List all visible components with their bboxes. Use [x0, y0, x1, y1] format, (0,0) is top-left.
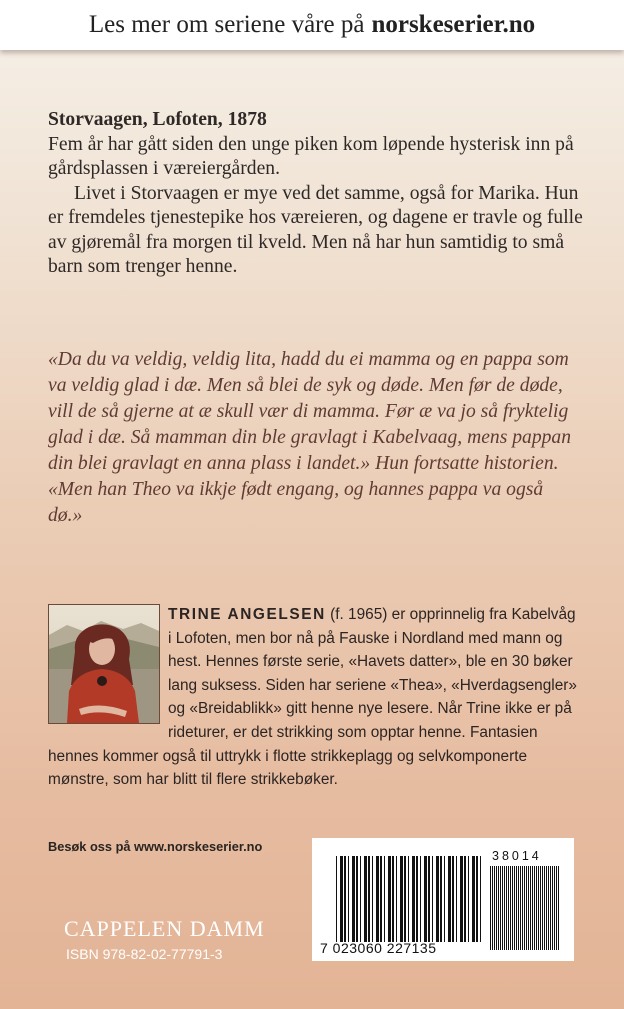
barcode-bar — [464, 856, 466, 942]
barcode-bar — [396, 856, 397, 942]
barcode-bar — [502, 866, 503, 950]
barcode-bar — [500, 866, 501, 950]
barcode-bar — [550, 866, 551, 950]
barcode-bar — [372, 856, 373, 942]
barcode-bar — [508, 866, 509, 950]
barcode-bar — [534, 866, 535, 950]
barcode-bar — [514, 866, 515, 950]
barcode-bar — [364, 856, 367, 942]
barcode-bar — [368, 856, 370, 942]
barcode-bar — [498, 866, 499, 950]
barcode-bar — [506, 866, 507, 950]
barcode-bar — [460, 856, 463, 942]
barcode-bar — [496, 866, 497, 950]
barcode-bar — [468, 856, 469, 942]
barcode-bar — [352, 856, 355, 942]
barcode-bar — [538, 866, 539, 950]
barcode-bar — [520, 866, 521, 950]
barcode-bar — [348, 856, 349, 942]
barcode-bar — [536, 866, 537, 950]
barcode-bar — [556, 866, 557, 950]
barcode-bar — [444, 856, 445, 942]
barcode-bar — [420, 856, 421, 942]
barcode-bar — [428, 856, 430, 942]
blurb — [48, 108, 588, 280]
barcode-bar — [380, 856, 382, 942]
barcode-bar — [340, 856, 343, 942]
barcode-bar — [344, 856, 346, 942]
barcode-bar — [436, 856, 439, 942]
barcode-bar — [476, 856, 478, 942]
barcode-bar — [548, 866, 549, 950]
author-bio-text: (f. 1965) er opprinnelig fra Kabelvåg i Lofoten, men bor nå på Fauske i Nordland med mann og hest. Hennes første serie, «Havets datter», ble en 30 bøker lang suksess. Siden har seriene «Thea», «Hverdagsengler» og «Breidablikk» gitt henne nye lesere. Når Trine ikke er på rideturer, er det strikking som opptar henne. Fantasien hennes kommer også til uttrykk i flotte strikkeplagg og selvkomponerte mønstre, som har blitt til flere strikkebøker. — [48, 606, 577, 789]
author-bio — [48, 603, 578, 792]
barcode-bar — [528, 866, 529, 950]
barcode-bar — [404, 856, 406, 942]
barcode-bar — [448, 856, 451, 942]
visit-website-text[interactable]: Besøk oss på www.norskeserier.no — [48, 839, 263, 854]
barcode-bar — [392, 856, 394, 942]
blurb-place: Storvaagen, Lofoten, 1878 — [48, 109, 267, 130]
barcode-bar — [512, 866, 513, 950]
barcode — [312, 838, 574, 961]
barcode-bar — [522, 866, 523, 950]
barcode-bar — [416, 856, 418, 942]
barcode-bar — [440, 856, 442, 942]
barcode-bar — [532, 866, 533, 950]
barcode-bar — [518, 866, 519, 950]
barcode-bar — [384, 856, 385, 942]
barcode-bar — [544, 866, 545, 950]
banner-site-link[interactable]: norskeserier.no — [371, 11, 536, 38]
barcode-bar — [492, 866, 493, 950]
barcode-bar — [480, 856, 481, 942]
isbn-number: ISBN 978-82-02-77791-3 — [66, 946, 223, 962]
barcode-bar — [510, 866, 511, 950]
author-name: TRINE ANGELSEN — [168, 606, 326, 623]
barcode-bar — [530, 866, 531, 950]
excerpt-quote: «Da du va veldig, veldig lita, hadd du ei mamma og en pappa som va veldig glad i dæ. Men så blei de syk og døde. Men før de døde, vill de så gjerne at æ skull vær di mamma. Før æ va jo så fryktelig glad i dæ. Så mamman din ble gravlagt i Kabelvaag, mens pappan din blei gravlagt en anna plass i landet.» Hun fortsatte historien. «Men han Theo va ikkje født engang, og hannes pappa va også dø.» — [48, 349, 572, 526]
barcode-bar — [494, 866, 495, 950]
banner-text: Les mer om seriene våre på — [88, 11, 365, 38]
blurb-paragraph-2: Livet i Storvaagen er mye ved det samme, også for Marika. Hun er fremdeles tjenestepike hos væreieren, og dagene er travle og fulle av gjøremål fra morgen til kveld. Men nå har hun samtidig to små barn som trenger henne. — [48, 182, 583, 277]
barcode-bar — [542, 866, 543, 950]
barcode-bar — [552, 866, 553, 950]
barcode-bar — [376, 856, 379, 942]
barcode-bar — [336, 856, 337, 942]
blurb-paragraph-1: Fem år har gått siden den unge piken kom løpende hysterisk inn på gårdsplassen i væreiergården. — [48, 133, 574, 179]
publisher-logo: CAPPELEN DAMM — [64, 916, 265, 941]
barcode-bar — [490, 866, 491, 950]
barcode-bar — [554, 866, 555, 950]
barcode-ean-digits: 7 023060 227135 — [320, 940, 437, 956]
barcode-bar — [360, 856, 361, 942]
barcode-bar — [516, 866, 517, 950]
barcode-bar — [388, 856, 391, 942]
barcode-addon-digits: 38014 — [492, 849, 542, 863]
barcode-bar — [408, 856, 409, 942]
top-banner — [0, 0, 624, 50]
barcode-bar — [400, 856, 403, 942]
barcode-bar — [452, 856, 454, 942]
barcode-bar — [356, 856, 358, 942]
barcode-bar — [526, 866, 527, 950]
barcode-bar — [524, 866, 525, 950]
barcode-bar — [456, 856, 457, 942]
photo-space — [48, 603, 168, 743]
barcode-bar — [504, 866, 505, 950]
barcode-bar — [412, 856, 415, 942]
barcode-bar — [424, 856, 427, 942]
barcode-bar — [472, 856, 475, 942]
barcode-bar — [546, 866, 547, 950]
barcode-bar — [432, 856, 433, 942]
barcode-bar — [558, 866, 559, 950]
barcode-bar — [540, 866, 541, 950]
